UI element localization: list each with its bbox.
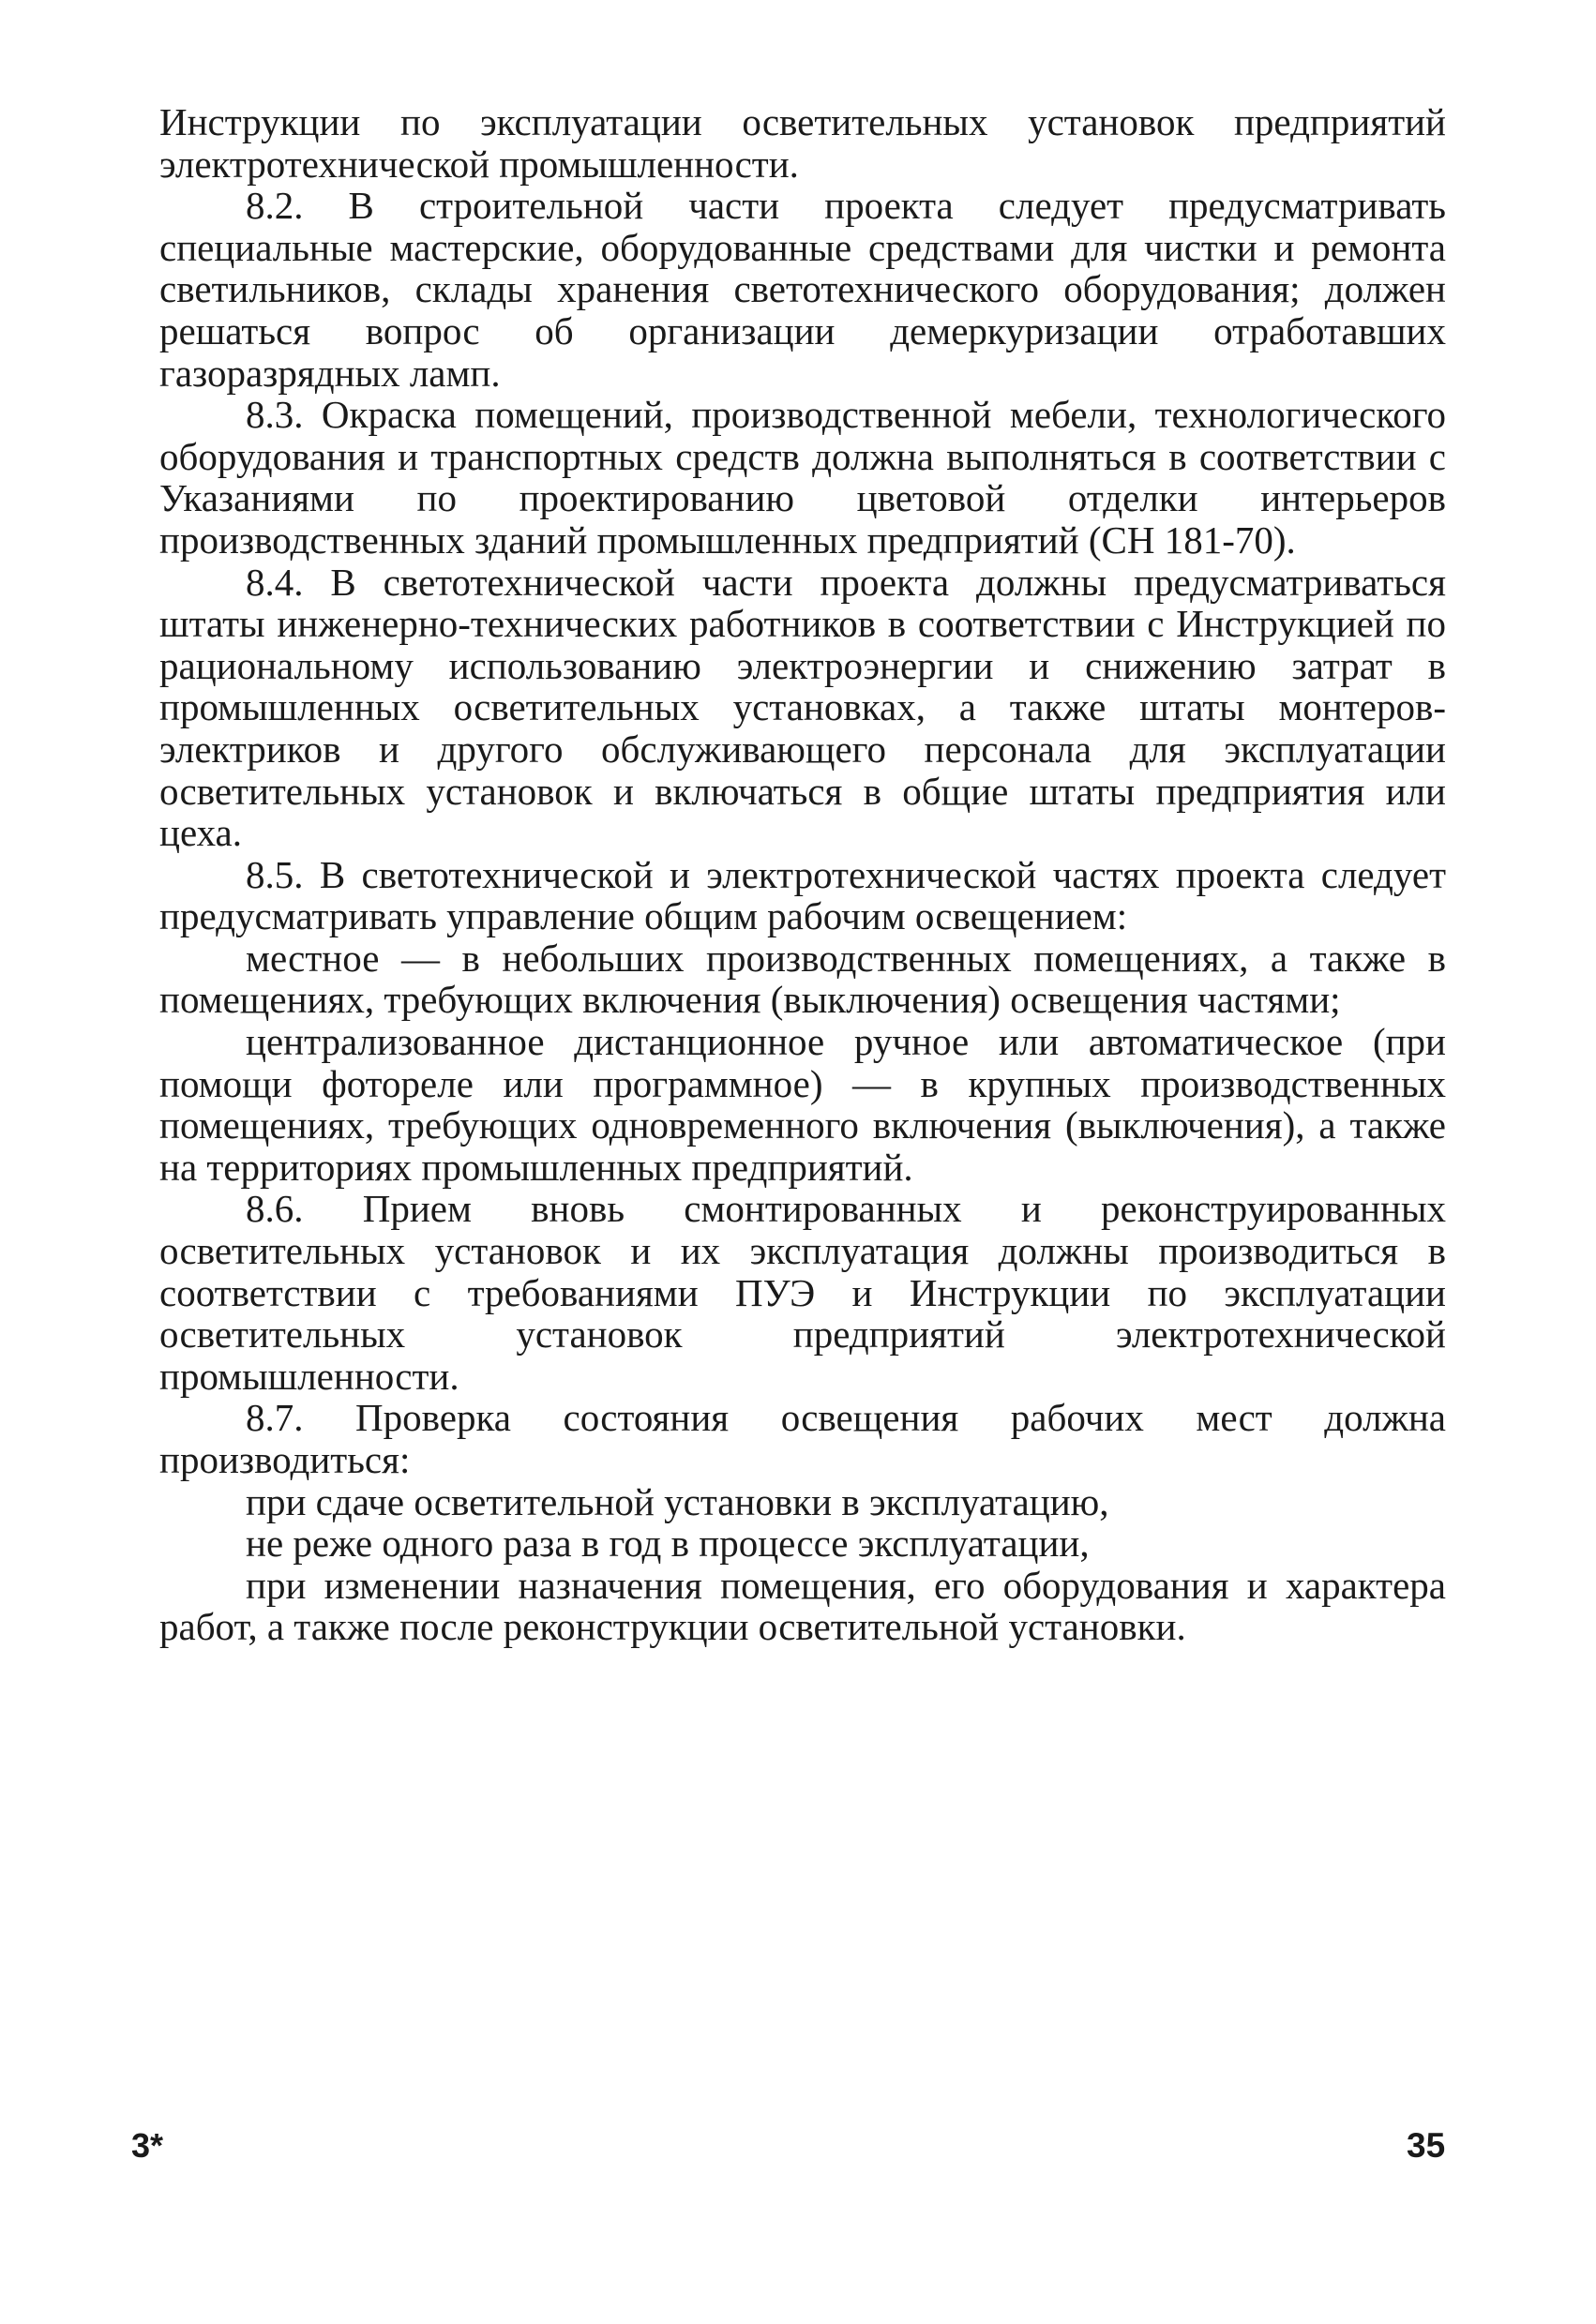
paragraph-8-7-item-2: не реже одного раза в год в процессе эксплуатации, xyxy=(246,1522,1090,1566)
paragraph-8-7-item-3: при изменении назначения помещения, его оборудования и характера работ, а также после реконструкции осветительной установки. xyxy=(159,1563,1446,1649)
paragraph-8-7: 8.7. Проверка состояния освещения рабочих мест должна производиться: xyxy=(159,1396,1446,1481)
paragraph-8-5-local: местное — в небольших производственных помещениях, а также в помещениях, требующих включения (выключения) освещения частями; xyxy=(159,936,1446,1022)
paragraph-8-3: 8.3. Окраска помещений, производственной мебели, технологического оборудования и транспортных средств должна выполняться в соответствии с Указаниями по проектированию цветовой отделки интерьеров производственных зданий промышленных предприятий (СН 181-70). xyxy=(159,393,1446,562)
paragraph-8-6: 8.6. Прием вновь смонтированных и реконструированных осветительных установок и их эксплуатация должны производиться в соответствии с требованиями ПУЭ и Инструкции по эксплуатации осветительных установок предприятий электротехнической промышленности. xyxy=(159,1187,1446,1398)
paragraph-8-7-item-1: при сдаче осветительной установки в эксплуатацию, xyxy=(246,1479,1109,1523)
document-body xyxy=(159,101,1446,1648)
paragraph-8-5: 8.5. В светотехнической и электротехнической частях проекта следует предусматривать управление общим рабочим освещением: xyxy=(159,852,1446,938)
page-number: 35 xyxy=(1407,2126,1446,2165)
paragraph-continuation: Инструкции по эксплуатации осветительных установок предприятий электротехнической промышленности. xyxy=(159,100,1446,186)
paragraph-8-2: 8.2. В строительной части проекта следует предусматривать специальные мастерские, оборудованные средствами для чистки и ремонта светильников, склады хранения светотехнического оборудования; должен решаться вопрос об организации демеркуризации отработавших газоразрядных ламп. xyxy=(159,184,1446,395)
paragraph-8-4: 8.4. В светотехнической части проекта должны предусматриваться штаты инженерно-технических работников в соответствии с Инструкцией по рациональному использованию электроэнергии и снижению затрат в промышленных осветительных установках, а также штаты монтеров-электриков и другого обслуживающего персонала для эксплуатации осветительных установок и включаться в общие штаты предприятия или цеха. xyxy=(159,560,1446,855)
signature-mark: 3* xyxy=(131,2126,164,2165)
paragraph-8-5-centralized: централизованное дистанционное ручное или автоматическое (при помощи фотореле или программное) — в крупных производственных помещениях, требующих одновременного включения (выключения), а также на территориях промышленных предприятий. xyxy=(159,1020,1446,1189)
